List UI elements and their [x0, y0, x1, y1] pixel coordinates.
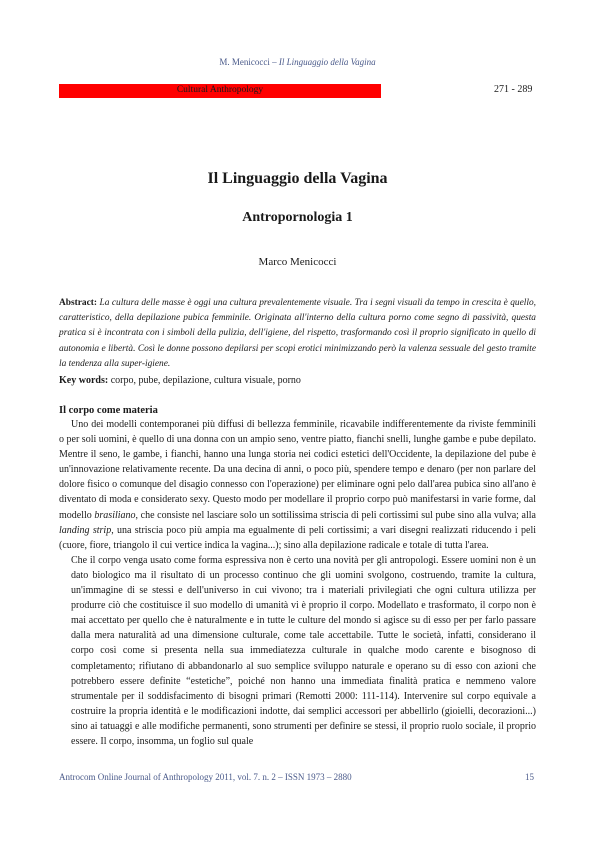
running-head-author: M. Menicocci – [219, 57, 279, 67]
abstract-text: La cultura delle masse è oggi una cultura prevalentemente visuale. Tra i segni visuali da tempo in crescita è quello, caratteristico, della depilazione pubica femminile. Originata all'interno della cultura porno come segno di passività, questa pratica si è incontrata con i simboli della pulizia, dell'igiene, del rispetto, trasformando così il proprio significato in quello di autonomia e libertà. Così le donne possono depilarsi per scopi erotici minimizzando però la valenza sessuale del gesto tramite la tendenza alla super-igiene. [59, 298, 537, 369]
keywords-label: Key words [59, 375, 105, 386]
paragraph-1-text-b: , che consiste nel lasciare solo un sottilissima striscia di peli cortissimi sul pube sino alla vulva; alla [135, 509, 536, 521]
article-subtitle: Antropornologia 1 [242, 210, 353, 225]
running-head-title: Il Linguaggio della Vagina [278, 57, 376, 67]
paragraph-1-text-c: , una striscia poco più ampia ma egualmente di peli cortissimi; a vari disegni realizzati riducendo i peli (cuore, fiore, triangolo il cui vertice indica la vagina...); sino alla depilazione radicale e totale di tutta l'area. [59, 524, 536, 551]
paragraph-1-italic-a: brasiliano [94, 509, 136, 521]
running-head [0, 57, 595, 67]
paragraph-1-text-a: Uno dei modelli contemporanei più diffusi di bellezza femminile, ricavabile indifferentemente da riviste femminili o per soli uomini, è quello di una donna con un ampio seno, ventre piatto, fianchi snelli, lunghe gambe e pube depilato. Mentre il seno, le gambe, i fianchi, hanno una lunga storia nei codici estetici dell'Occidente, la depilazione del pube è un'innovazione relativamente recente. Da una decina di anni, o poco più, spendere tempo e denaro (per non parlare del dolore fisico o comunque del disagio connesso con l'operazione) per eliminare ogni pelo dall'area pubica sino all'ano è diventato di moda e considerato sexy. Questo modo per modellare il proprio corpo può manifestarsi in varie forme, dal modello [59, 419, 536, 521]
paragraph-2: Che il corpo venga usato come forma espressiva non è certo una novità per gli antropologi. Essere uomini non è un dato biologico ma il risultato di un processo continuo che gli uomini svolgono, costruendo, tramite la cultura, un'immagine di se stessi e dell'universo in cui vivono; tra i materiali privilegiati che ogni cultura utilizza per produrre ciò che costituisce il suo modello di umanità vi è proprio il corpo. Modellato e trasformato, il corpo non è mai accettato per quello che è naturalmente e in tutte le culture del mondo si agisce su di esso per per farlo passare dalla mera naturalità ad una dimensione culturale, come tale accettabile. Tutte le società, infatti, considerano il corpo così come si presenta nella sua immediatezza culturale in qualche modo carente e bisognoso di completamento; rifiutano di abbandonarlo al suo semplice sviluppo naturale e operano su di esso con azioni che potrebbero essere definite “estetiche”, poiché non hanno una immediata finalità pratica e nemmeno valore strumentale per il soddisfacimento di bisogni primari (Remotti 2000: 111-114). Intervenire sul corpo equivale a costruire la propria identità e le modificazioni indotte, dai semplici accessori per abbellirlo (gioielli, decorazioni...) sino ai tatuaggi e alle modifiche permanenti, sono strumenti per definire se stessi, il proprio ruolo sociale, il proprio essere. Il corpo, insomma, un foglio sul quale [71, 554, 536, 747]
abstract: Abstract: La cultura delle masse è oggi una cultura prevalentemente visuale. Tra i segni visuali da tempo in crescita è quello, caratteristico, della depilazione pubica femminile. Originata all'interno della cultura porno come segno di passività, questa pratica si è incontrata con i simboli della pulizia, dell'igiene, del rispetto, trasformando così il proprio significato in quello di autonomia e libertà. Così le donne possono depilarsi per scopi erotici minimizzando però la valenza sessuale del gesto tramite la tendenza alla super-igiene. [59, 298, 537, 369]
article-title: Il Linguaggio della Vagina [207, 170, 388, 187]
keywords-text: corpo, pube, depilazione, cultura visuale, porno [110, 375, 301, 386]
page-number: 15 [525, 772, 534, 782]
keywords: Key words: corpo, pube, depilazione, cultura visuale, porno [59, 375, 301, 386]
footer-journal: Antrocom Online Journal of Anthropology 2011, vol. 7. n. 2 – ISSN 1973 – 2880 [59, 772, 352, 782]
page-range: 271 - 289 [494, 84, 533, 95]
article-author: Marco Menicocci [258, 256, 337, 268]
section-heading: Il corpo come materia [59, 405, 158, 416]
abstract-label: Abstract [59, 298, 94, 308]
section-banner-label: Cultural Anthropology [176, 85, 264, 95]
paragraph-1 [59, 417, 536, 553]
section-body [59, 417, 536, 749]
paragraph-1-italic-b: landing strip [59, 524, 112, 536]
